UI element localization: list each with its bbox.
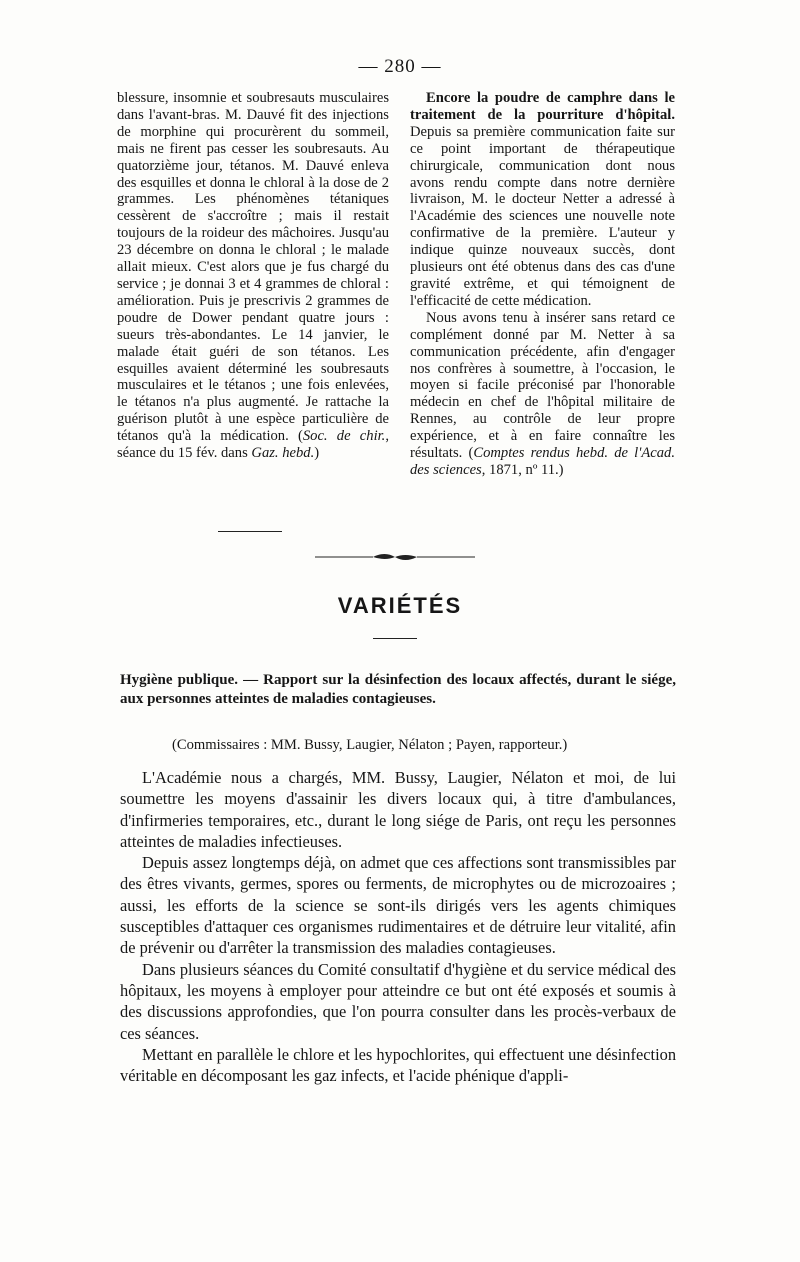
ornamental-divider-icon — [315, 550, 475, 564]
left-source-end: ) — [314, 445, 320, 462]
article-heading: Hygiène publique. — Rapport sur la désinfection des locaux affectés, durant le siége, aux personnes atteintes de maladies contagieuses. — [120, 672, 676, 707]
left-source-italic: Soc. de chir. — [302, 428, 386, 445]
left-source-rest: , séance du 15 fév. dans — [117, 428, 389, 462]
right-column-heading: Encore la poudre de camphre dans le traitement de la pourriture d'hôpital. — [410, 90, 675, 123]
right-paragraph-1-text: Depuis sa première communication faite sur ce point important de thérapeutique chirurgicale, communication dont nous avons rendu compte dans notre dernière livraison, M. le docteur Netter a adressé à l'Académie des sciences une nouvelle note confirmative de la première. L'auteur y indique quinze nouveaux succès, dont plusieurs ont été obtenus dans des cas d'une gravité extrême, et qui témoignent de l'efficacité de cette médication. — [410, 123, 675, 309]
page-number: — 280 — — [358, 56, 442, 77]
article-paragraph: Dans plusieurs séances du Comité consultatif d'hygiène et du service médical des hôpitaux, les moyens à employer pour atteindre ce but ont été exposés et soumis à des discussions approfondies, que l'on pourra consulter dans les procès-verbaux de ces séances. — [120, 959, 676, 1043]
left-column-paragraph — [117, 90, 389, 462]
article-paragraph: Mettant en parallèle le chlore et les hypochlorites, qui effectuent une désinfection véritable en décomposant les gaz infects, et l'acide phénique d'appli- — [120, 1044, 677, 1086]
right-paragraph-2-text: Nous avons tenu à insérer sans retard ce complément donné par M. Netter à sa communication précédente, afin d'engager nos confrères à soumettre, à l'occasion, le moyen si facile préconisé par l'honorable médecin en chef de l'hôpital militaire de Rennes, au contrôle de leur propre expérience, et à en faire connaître les résultats. ( — [410, 309, 675, 462]
left-column-end-rule — [218, 531, 282, 532]
article-body — [120, 767, 676, 1086]
left-source-italic-2: Gaz. hebd. — [251, 445, 315, 462]
section-title-rule — [373, 638, 417, 639]
left-column — [117, 90, 389, 462]
right-source-end: , 1871, nº 11.) — [481, 461, 564, 478]
right-column-paragraph-1 — [410, 90, 675, 310]
commissioners-line: (Commissaires : MM. Bussy, Laugier, Nélaton ; Payen, rapporteur.) — [172, 737, 568, 753]
right-column-paragraph-2 — [410, 310, 675, 479]
article-paragraph: L'Académie nous a chargés, MM. Bussy, Laugier, Nélaton et moi, de lui soumettre les moyens d'assainir les divers locaux qui, à titre d'ambulances, d'infirmeries temporaires, etc., durant le long siége de Paris, ont reçu les personnes atteintes de maladies infectieuses. — [120, 768, 676, 851]
right-source-italic: Comptes rendus hebd. de l'Acad. des sciences — [410, 445, 675, 478]
section-title: VARIÉTÉS — [337, 593, 463, 618]
right-column — [410, 90, 675, 479]
article-paragraph: Depuis assez longtemps déjà, on admet que ces affections sont transmissibles par des êtres vivants, germes, spores ou ferments, de microphytes ou de microzoaires ; aussi, les efforts de la science se sont-ils dirigés vers les agents chimiques susceptibles d'attaquer ces organismes rudimentaires et de détruire leur vitalité, afin de prévenir ou d'arrêter la transmission des maladies contagieuses. — [120, 853, 676, 958]
left-paragraph-text: blessure, insomnie et soubresauts musculaires dans l'avant-bras. M. Dauvé fit des injections de morphine qui procurèrent du sommeil, mais ne firent pas cesser les soubresauts. Au quatorzième jour, tétanos. M. Dauvé enleva des esquilles et donna le chloral à la dose de 2 grammes. Les phénomènes tétaniques cessèrent de s'accroître ; mais il restait toujours de la roideur des mâchoires. Jusqu'au 23 décembre on donna le chloral ; le malade allait mieux. C'est alors que je fus chargé du service ; je donnai 3 et 4 grammes de chloral : amélioration. Puis je prescrivis 2 grammes de poudre de Dower pendant quatre jours : sueurs très-abondantes. Le 14 janvier, le malade était guéri de son tétanos. Les esquilles avaient déterminé les soubresauts musculaires et le tétanos ; une fois enlevées, le tétanos n'a plus augmenté. Je rattache la guérison plutôt à une espèce particulière de tétanos qu'à la médication. ( — [117, 90, 389, 445]
